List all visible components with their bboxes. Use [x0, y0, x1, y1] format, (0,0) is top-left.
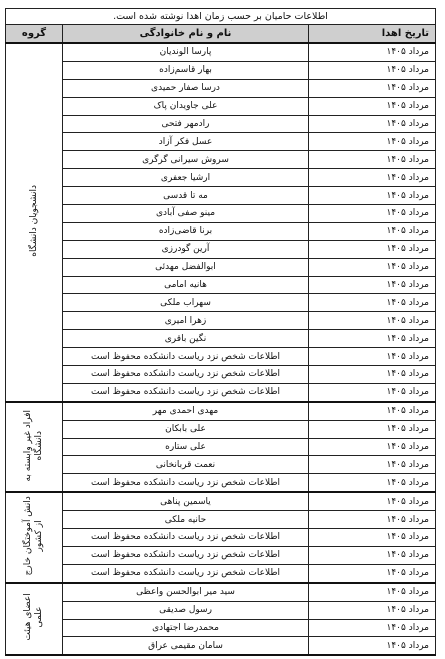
table-row	[6, 402, 436, 420]
donor-name: اطلاعات شخص نزد ریاست دانشکده محفوظ است	[63, 474, 309, 492]
table-row	[6, 115, 436, 133]
donation-date: مرداد ۱۴۰۵	[309, 420, 436, 438]
donor-name: رسول صدیقی	[63, 601, 309, 619]
donation-date: مرداد ۱۴۰۵	[309, 564, 436, 582]
donation-date: مرداد ۱۴۰۵	[309, 205, 436, 223]
group-label: دانش آموختگان خارج از کشور	[23, 496, 44, 576]
donor-name: نگین باقری	[63, 330, 309, 348]
donors-table	[5, 8, 436, 656]
donation-date: مرداد ۱۴۰۵	[309, 169, 436, 187]
donor-name: اطلاعات شخص نزد ریاست دانشکده محفوظ است	[63, 348, 309, 366]
group-label: دانشجویان دانشگاه	[28, 185, 39, 257]
donation-date: مرداد ۱۴۰۵	[309, 438, 436, 456]
donor-name: هانیه امامی	[63, 276, 309, 294]
donor-name: عسل فکر آزاد	[63, 133, 309, 151]
donation-date: مرداد ۱۴۰۵	[309, 79, 436, 97]
donation-date: مرداد ۱۴۰۵	[309, 115, 436, 133]
group-cell	[6, 492, 63, 582]
donation-date: مرداد ۱۴۰۵	[309, 258, 436, 276]
table-row	[6, 294, 436, 312]
group-cell	[6, 43, 63, 402]
donor-name: اطلاعات شخص نزد ریاست دانشکده محفوظ است	[63, 546, 309, 564]
donor-name: محمدرضا اجتهادی	[63, 619, 309, 637]
table-row	[6, 205, 436, 223]
table-row	[6, 240, 436, 258]
donation-date: مرداد ۱۴۰۵	[309, 330, 436, 348]
donation-date: مرداد ۱۴۰۵	[309, 187, 436, 205]
donor-name: برنا قاضی‌زاده	[63, 222, 309, 240]
donor-name: حانیه ملکی	[63, 511, 309, 529]
donor-name: سهراب ملکی	[63, 294, 309, 312]
table-row	[6, 79, 436, 97]
table-row	[6, 619, 436, 637]
table-row	[6, 258, 436, 276]
group-cell	[6, 583, 63, 656]
table-row	[6, 601, 436, 619]
donor-name: اطلاعات شخص نزد ریاست دانشکده محفوظ است	[63, 564, 309, 582]
document-page	[6, 8, 436, 656]
table-row	[6, 456, 436, 474]
donation-date: مرداد ۱۴۰۵	[309, 61, 436, 79]
donor-name: اطلاعات شخص نزد ریاست دانشکده محفوظ است	[63, 529, 309, 547]
donor-name: علی ستاره	[63, 438, 309, 456]
table-row	[6, 151, 436, 169]
donor-name: علی بابکان	[63, 420, 309, 438]
table-row	[6, 312, 436, 330]
donation-date: مرداد ۱۴۰۵	[309, 402, 436, 420]
table-body	[6, 43, 436, 655]
table-row	[6, 492, 436, 510]
table-row	[6, 383, 436, 401]
donor-name: ابوالفضل مهدئی	[63, 258, 309, 276]
donor-name: مه تا قدسی	[63, 187, 309, 205]
table-row	[6, 330, 436, 348]
table-row	[6, 222, 436, 240]
table-row	[6, 61, 436, 79]
header-group: گروه	[6, 25, 63, 44]
donation-date: مرداد ۱۴۰۵	[309, 474, 436, 492]
donor-name: اطلاعات شخص نزد ریاست دانشکده محفوظ است	[63, 366, 309, 384]
table-row	[6, 474, 436, 492]
donation-date: مرداد ۱۴۰۵	[309, 240, 436, 258]
donation-date: مرداد ۱۴۰۵	[309, 276, 436, 294]
donation-date: مرداد ۱۴۰۵	[309, 383, 436, 401]
table-title-row	[6, 9, 436, 25]
table-row	[6, 420, 436, 438]
table-row	[6, 133, 436, 151]
group-cell	[6, 402, 63, 492]
header-name: نام و نام خانوادگی	[63, 25, 309, 44]
table-row	[6, 637, 436, 655]
donation-date: مرداد ۱۴۰۵	[309, 151, 436, 169]
donation-date: مرداد ۱۴۰۵	[309, 133, 436, 151]
donation-date: مرداد ۱۴۰۵	[309, 366, 436, 384]
donor-name: سید میر ابوالحسن واعظی	[63, 583, 309, 601]
donor-name: آرین گودرزی	[63, 240, 309, 258]
table-row	[6, 564, 436, 582]
donation-date: مرداد ۱۴۰۵	[309, 456, 436, 474]
donor-name: یاسمین پناهی	[63, 492, 309, 510]
table-row	[6, 43, 436, 61]
donor-name: مینو صفی آبادی	[63, 205, 309, 223]
table-row	[6, 366, 436, 384]
donor-name: نعمت قربانخانی	[63, 456, 309, 474]
donation-date: مرداد ۱۴۰۵	[309, 511, 436, 529]
donation-date: مرداد ۱۴۰۵	[309, 97, 436, 115]
header-date: تاریخ اهدا	[309, 25, 436, 44]
table-row	[6, 546, 436, 564]
donor-name: اطلاعات شخص نزد ریاست دانشکده محفوظ است	[63, 383, 309, 401]
table-row	[6, 169, 436, 187]
donor-name: پارسا الوندیان	[63, 43, 309, 61]
donation-date: مرداد ۱۴۰۵	[309, 601, 436, 619]
group-label: اعضای هیئت علمی	[23, 593, 44, 642]
table-row	[6, 583, 436, 601]
donor-name: ارشیا جعفری	[63, 169, 309, 187]
table-row	[6, 511, 436, 529]
donor-name: بهار قاسم‌زاده	[63, 61, 309, 79]
donor-name: علی جاویدان پاک	[63, 97, 309, 115]
donor-name: سامان مقیمی عراق	[63, 637, 309, 655]
donor-name: درسا صفار حمیدی	[63, 79, 309, 97]
table-row	[6, 348, 436, 366]
donation-date: مرداد ۱۴۰۵	[309, 222, 436, 240]
table-row	[6, 529, 436, 547]
donation-date: مرداد ۱۴۰۵	[309, 619, 436, 637]
donor-name: مهدی احمدی مهر	[63, 402, 309, 420]
donor-name: رادمهر فتحی	[63, 115, 309, 133]
table-row	[6, 97, 436, 115]
donation-date: مرداد ۱۴۰۵	[309, 492, 436, 510]
donation-date: مرداد ۱۴۰۵	[309, 294, 436, 312]
group-label: افراد غیر وابسته به دانشگاه	[23, 409, 44, 482]
donor-name: زهرا امیری	[63, 312, 309, 330]
donation-date: مرداد ۱۴۰۵	[309, 529, 436, 547]
table-row	[6, 438, 436, 456]
table-row	[6, 276, 436, 294]
table-title: اطلاعات حامیان بر حسب زمان اهدا نوشته شده است.	[6, 9, 436, 25]
donation-date: مرداد ۱۴۰۵	[309, 43, 436, 61]
donation-date: مرداد ۱۴۰۵	[309, 583, 436, 601]
donor-name: سروش سیرانی گرگری	[63, 151, 309, 169]
table-header-row	[6, 25, 436, 44]
table-row	[6, 187, 436, 205]
donation-date: مرداد ۱۴۰۵	[309, 546, 436, 564]
donation-date: مرداد ۱۴۰۵	[309, 348, 436, 366]
donation-date: مرداد ۱۴۰۵	[309, 637, 436, 655]
donation-date: مرداد ۱۴۰۵	[309, 312, 436, 330]
